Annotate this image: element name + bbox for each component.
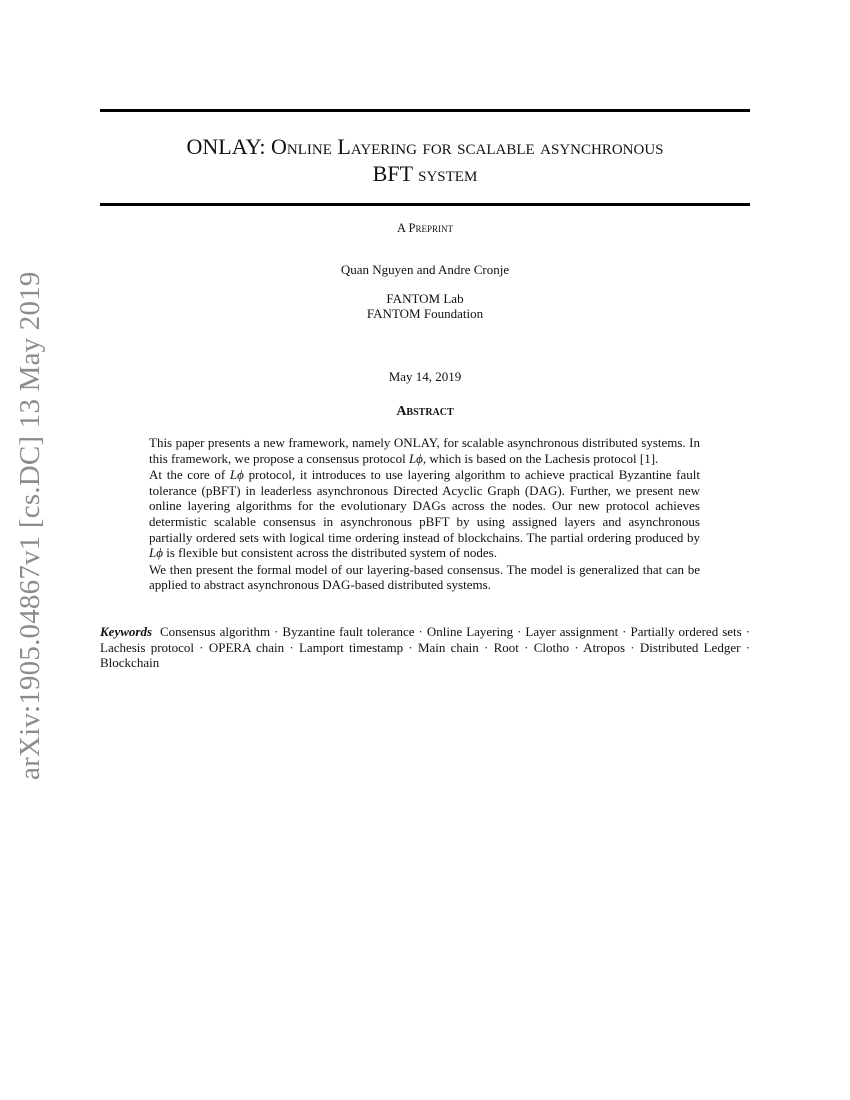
paper-title [100, 133, 750, 187]
arxiv-identifier-stamp: arXiv:1905.04867v1 [cs.DC] 13 May 2019 [14, 271, 46, 780]
affiliation-foundation: FANTOM Foundation [366, 306, 484, 321]
abstract-paragraph-3: We then present the formal model of our layering-based consensus. The model is generalized that can be applied to abstract asynchronous DAG-based distributed systems. [149, 561, 700, 593]
abstract-p2-text-b: protocol, it introduces to use layering algorithm to achieve practical Byzantine fault tolerance (pBFT) in leaderless asynchronous Directed Acyclic Graph (DAG). Further, we present new online layering algorithms for the evolutionary DAGs across the nodes. Our new protocol achieves determistic scalable consensus in asynchronous pBFT by using assigned layers and asynchronous partially ordered sets with logical time ordering instead of blockchains. The partial ordering produced by [149, 467, 700, 545]
authors: Quan Nguyen and Andre Cronje [340, 262, 510, 277]
protocol-symbol: Lϕ [149, 545, 163, 561]
abstract-p2-text-a: At the core of [149, 467, 230, 483]
keywords-label: Keywords [100, 624, 152, 639]
protocol-symbol: Lϕ [229, 467, 244, 483]
keywords-list: Consensus algorithm · Byzantine fault tolerance · Online Layering · Layer assignment · Partially ordered sets · Lachesis protocol · OPERA chain · Lamport timestamp · Main chain · Root · Clotho · Atropos · Distributed Ledger · Blockchain [100, 624, 750, 671]
keywords-section [100, 624, 750, 671]
abstract-p2-text-c: is flexible but consistent across the distributed system of nodes. [162, 545, 497, 561]
abstract-p1-text-a: This paper presents a new framework, namely ONLAY, for scalable asynchronous distributed systems. In this framework, we propose a consensus protocol [149, 435, 700, 466]
title-bottom-rule [100, 203, 750, 206]
abstract-body [149, 435, 700, 594]
paper-title-line-1: ONLAY: Online Layering for scalable asynchronous [186, 134, 664, 159]
title-top-rule [100, 109, 750, 112]
protocol-symbol: Lϕ [408, 450, 423, 466]
abstract-p1-text-b: , which is based on the Lachesis protocol [1]. [422, 450, 659, 466]
abstract-paragraph-1 [149, 435, 700, 466]
publication-date: May 14, 2019 [388, 369, 462, 384]
preprint-label: A Preprint [397, 221, 453, 235]
paper-title-line-2: BFT system [372, 161, 478, 186]
abstract-heading: Abstract [396, 404, 454, 419]
affiliation-lab: FANTOM Lab [386, 291, 464, 306]
abstract-paragraph-2 [149, 467, 700, 561]
